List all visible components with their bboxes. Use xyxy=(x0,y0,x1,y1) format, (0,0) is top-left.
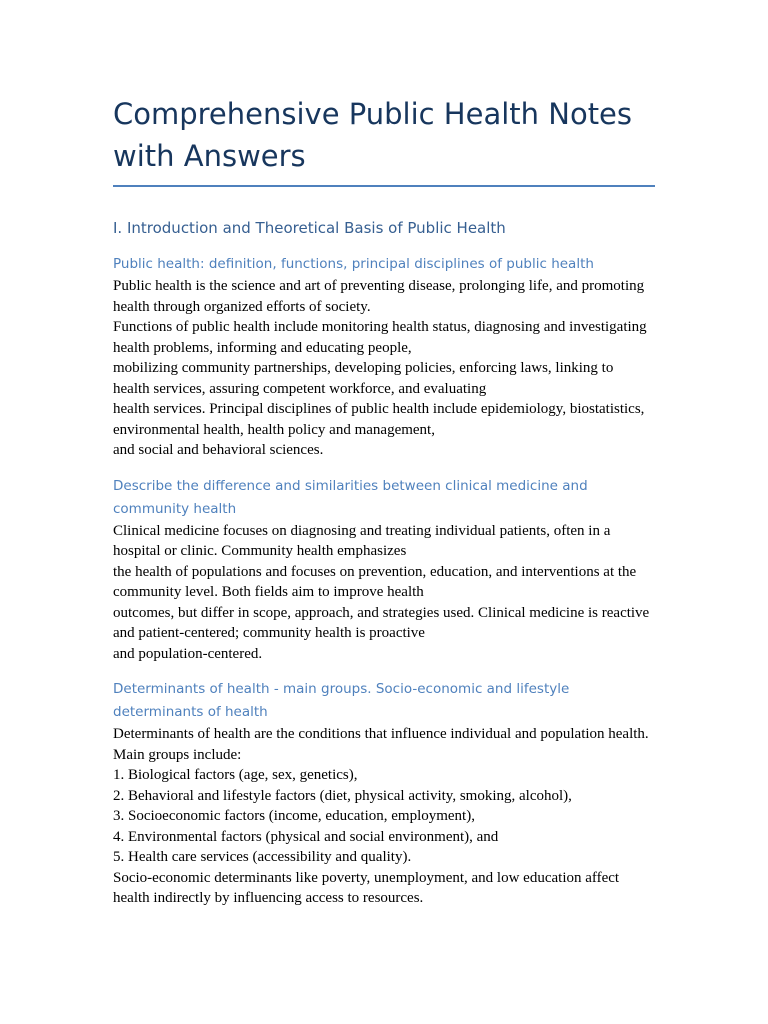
heading-line: Describe the difference and similarities between clinical medicine and xyxy=(113,477,588,494)
body-line: and population-centered. xyxy=(113,645,263,662)
body-line: Socio-economic determinants like poverty, unemployment, and low education affect xyxy=(113,869,620,886)
list-item: 4. Environmental factors (physical and social environment), and xyxy=(113,828,499,845)
body-line: Public health is the science and art of preventing disease, prolonging life, and promoting xyxy=(113,278,645,294)
body-line: hospital or clinic. Community health emphasizes xyxy=(113,543,407,559)
heading-line: Determinants of health - main groups. Socio-economic and lifestyle xyxy=(113,681,570,697)
list-item: 2. Behavioral and lifestyle factors (diet, physical activity, smoking, alcohol), xyxy=(113,787,572,804)
body-line: the health of populations and focuses on prevention, education, and interventions at the xyxy=(113,563,637,580)
body-line: outcomes, but differ in scope, approach, and strategies used. Clinical medicine is reactive xyxy=(113,604,650,621)
subsection-heading xyxy=(113,253,655,276)
document-page xyxy=(113,93,655,909)
heading-line: determinants of health xyxy=(113,704,268,720)
title-line: Comprehensive Public Health Notes xyxy=(113,97,633,131)
body-line: Clinical medicine focuses on diagnosing and treating individual patients, often in a xyxy=(113,522,611,539)
subsection-definition xyxy=(113,253,655,461)
body-line: Functions of public health include monitoring health status, diagnosing and investigating xyxy=(113,319,647,335)
heading-line: community health xyxy=(113,500,237,517)
body-line: health services. Principal disciplines of public health include epidemiology, biostatistics, xyxy=(113,401,645,417)
list-item: 5. Health care services (accessibility and quality). xyxy=(113,849,412,865)
subsection-determinants xyxy=(113,678,655,909)
body-line: and social and behavioral sciences. xyxy=(113,442,324,458)
subsection-body xyxy=(113,276,655,461)
subsection-heading xyxy=(113,678,655,724)
list-item: 1. Biological factors (age, sex, genetics), xyxy=(113,767,358,783)
subsection-heading xyxy=(113,475,655,521)
document-title xyxy=(113,93,655,187)
body-line: health through organized efforts of society. xyxy=(113,298,371,315)
body-line: Determinants of health are the conditions that influence individual and population health. xyxy=(113,726,649,742)
body-line: mobilizing community partnerships, developing policies, enforcing laws, linking to xyxy=(113,360,614,376)
body-line: environmental health, health policy and management, xyxy=(113,421,435,438)
body-line: community level. Both fields aim to improve health xyxy=(113,584,424,600)
list-item: 3. Socioeconomic factors (income, education, employment), xyxy=(113,808,475,824)
body-line: health services, assuring competent workforce, and evaluating xyxy=(113,380,487,397)
heading-line: Public health: definition, functions, principal disciplines of public health xyxy=(113,256,594,272)
title-line: with Answers xyxy=(113,139,306,173)
subsection-body xyxy=(113,521,655,665)
subsection-body xyxy=(113,724,655,909)
body-line: health indirectly by influencing access to resources. xyxy=(113,890,424,906)
body-line: Main groups include: xyxy=(113,746,242,763)
body-line: and patient-centered; community health is proactive xyxy=(113,625,425,641)
section-heading: I. Introduction and Theoretical Basis of Public Health xyxy=(113,219,506,237)
subsection-clinical-vs-community xyxy=(113,475,655,665)
body-line: health problems, informing and educating people, xyxy=(113,339,412,356)
